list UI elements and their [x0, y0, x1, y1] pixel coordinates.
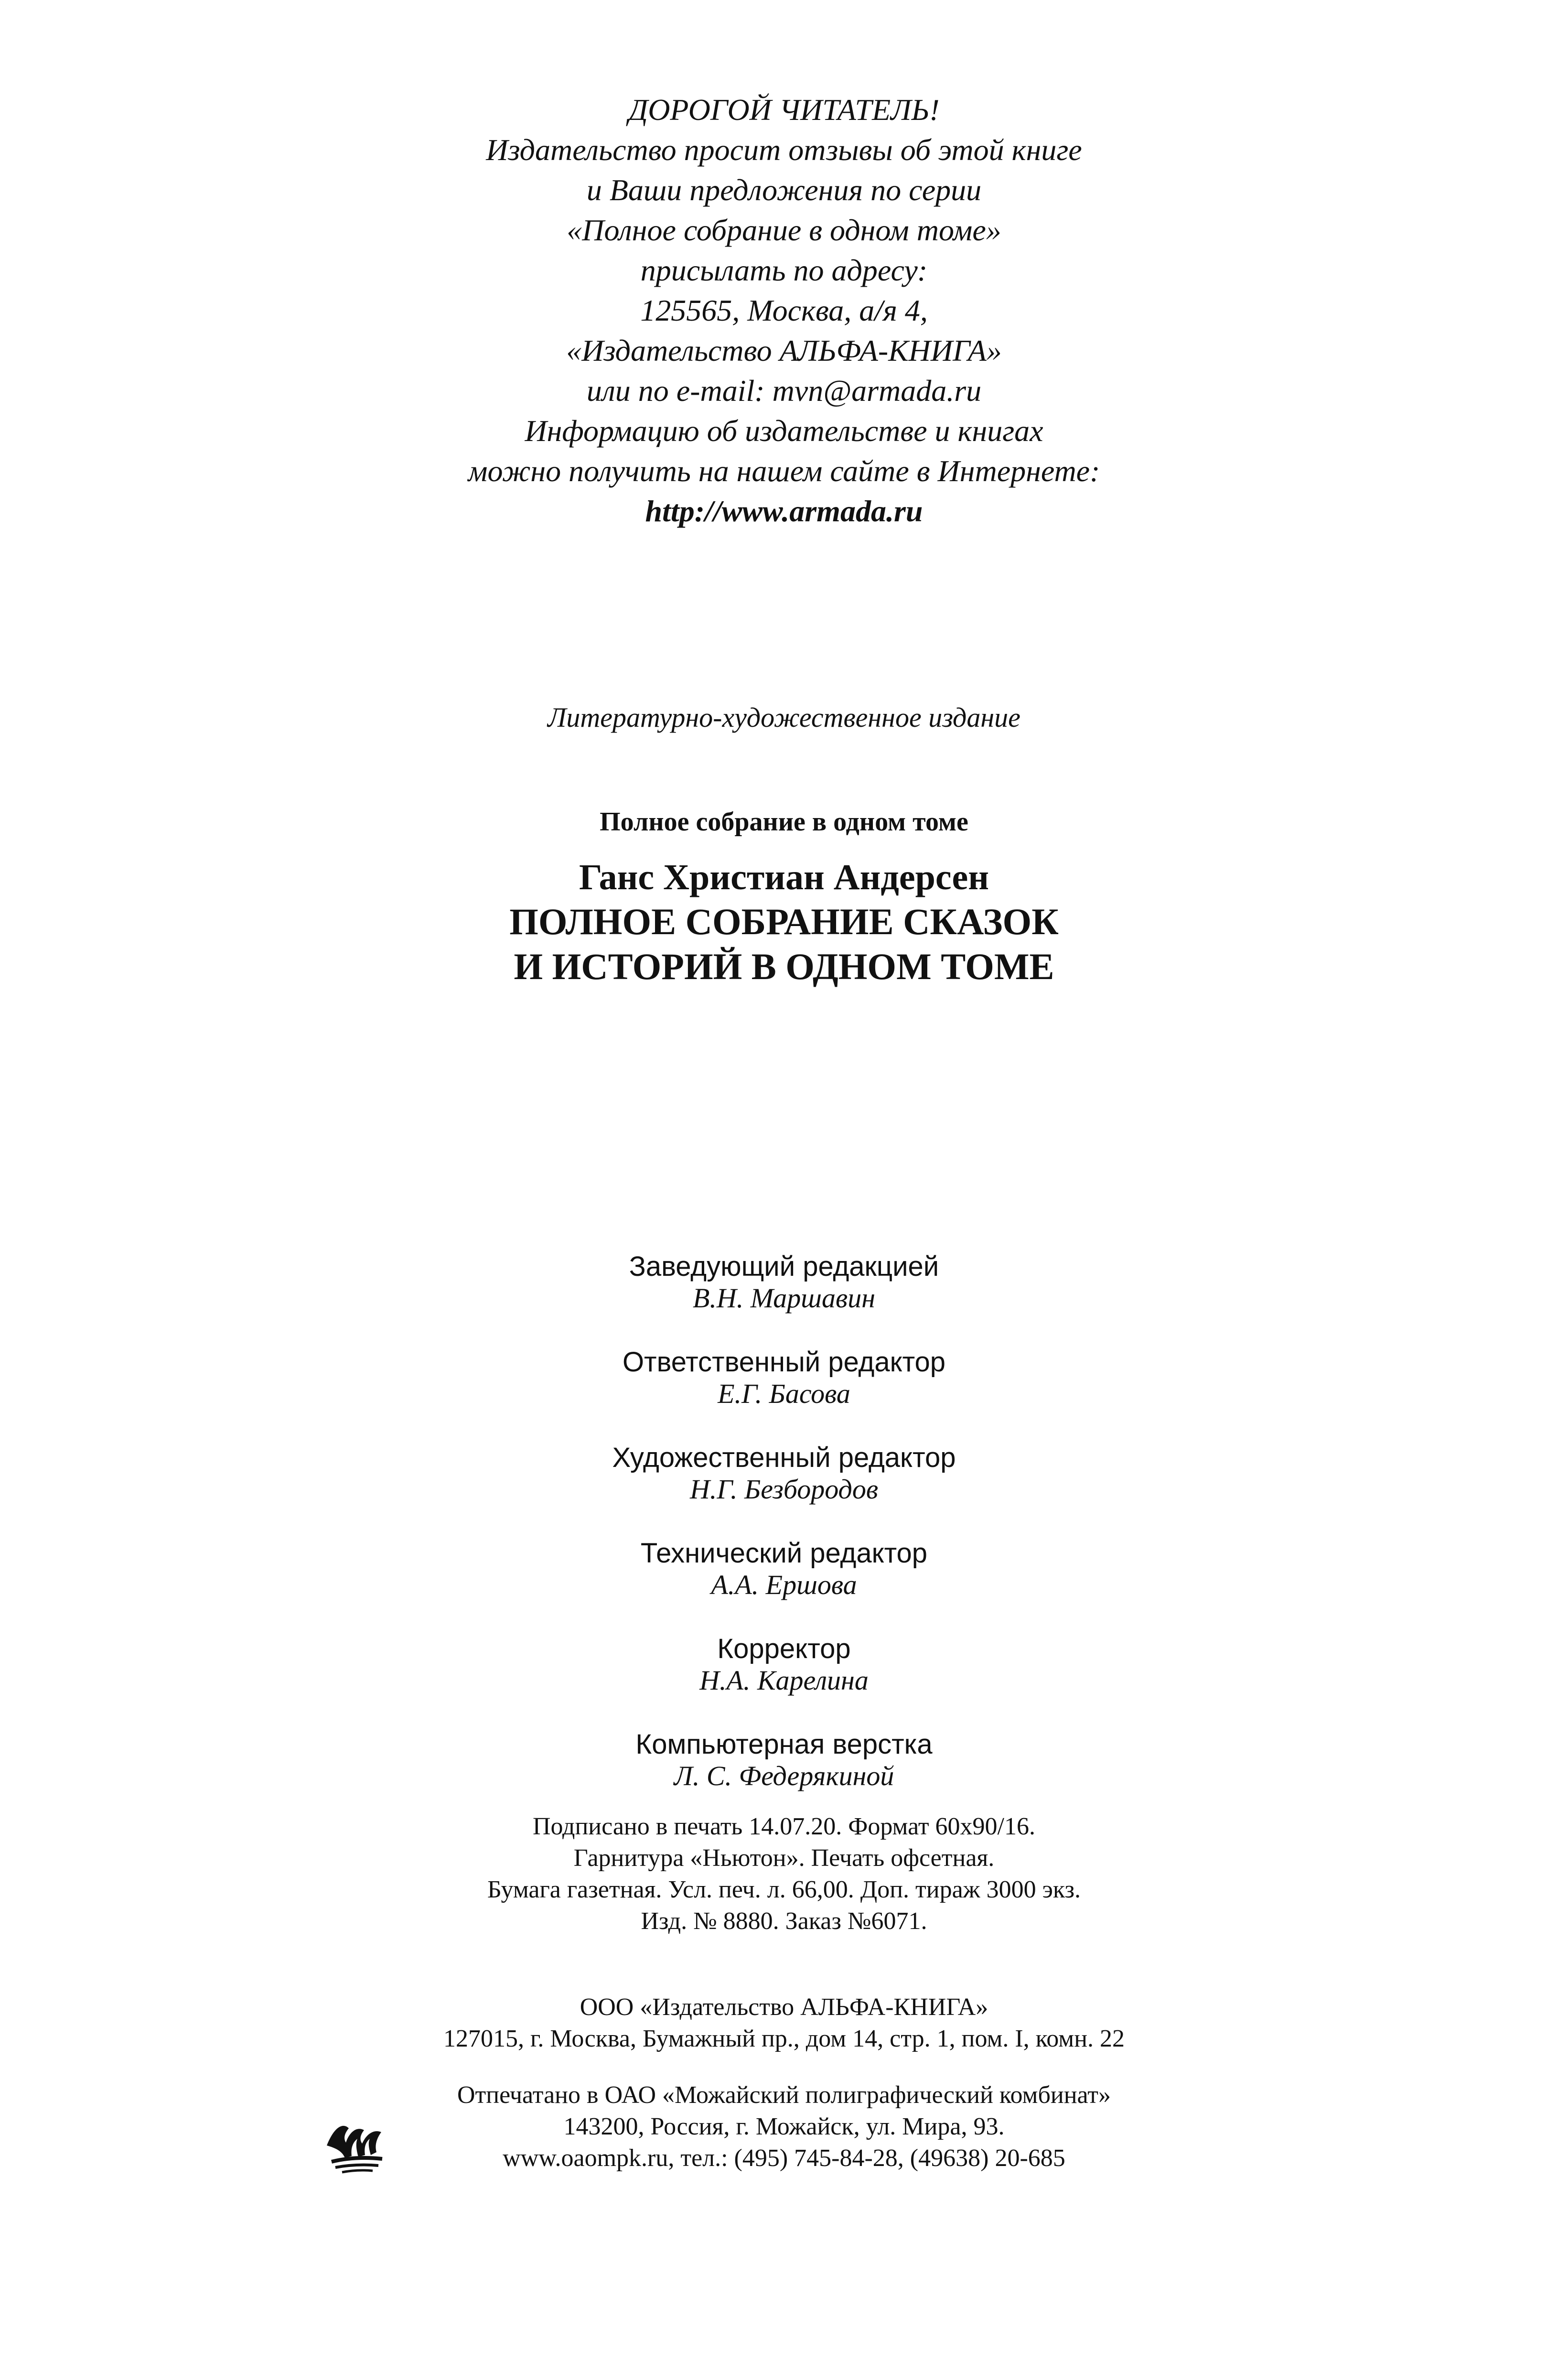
- notice-line: или по e-mail: mvn@armada.ru: [586, 374, 982, 408]
- notice-line: присылать по адресу:: [640, 253, 928, 287]
- book-title-line: И ИСТОРИЙ В ОДНОМ ТОМЕ: [514, 946, 1054, 987]
- notice-line: «Полное собрание в одном томе»: [567, 213, 1001, 247]
- credits-list: [0, 1251, 1568, 1824]
- credit-entry: [0, 1538, 1568, 1601]
- credit-person: Н.Г. Безбородов: [690, 1474, 878, 1505]
- book-title-line: ПОЛНОЕ СОБРАНИЕ СКАЗОК: [509, 901, 1059, 942]
- printer-line: www.oaompk.ru, тел.: (495) 745-84-28, (49638) 20-685: [503, 2145, 1065, 2172]
- imprint-line: Подписано в печать 14.07.20. Формат 60x90/16.: [532, 1813, 1036, 1840]
- book-author: Ганс Христиан Андерсен: [579, 857, 989, 897]
- credit-person: Н.А. Карелина: [699, 1665, 869, 1696]
- print-imprint: [0, 1811, 1568, 1937]
- credit-entry: [0, 1251, 1568, 1314]
- credit-role: Заведующий редакцией: [629, 1251, 939, 1282]
- credit-role: Художественный редактор: [612, 1442, 956, 1473]
- notice-line: и Ваши предложения по серии: [586, 173, 982, 207]
- notice-line: можно получить на нашем сайте в Интернете:: [468, 454, 1100, 488]
- credit-role: Технический редактор: [640, 1538, 928, 1569]
- printer-line: 143200, Россия, г. Можайск, ул. Мира, 93.: [563, 2113, 1005, 2140]
- notice-line: Издательство просит отзывы об этой книге: [486, 133, 1082, 167]
- credit-person: В.Н. Маршавин: [692, 1282, 876, 1314]
- publisher-line: ООО «Издательство АЛЬФА-КНИГА»: [580, 1994, 988, 2021]
- notice-line: ДОРОГОЙ ЧИТАТЕЛЬ!: [628, 93, 940, 127]
- imprint-line: Гарнитура «Ньютон». Печать офсетная.: [573, 1844, 995, 1872]
- credit-person: Е.Г. Басова: [718, 1378, 850, 1409]
- printing-plant-logo-icon: [321, 2112, 393, 2174]
- book-title-block: [0, 855, 1568, 989]
- credit-person: Л. С. Федерякиной: [674, 1760, 894, 1791]
- imprint-line: Бумага газетная. Усл. печ. л. 66,00. Доп. тираж 3000 экз.: [487, 1876, 1081, 1903]
- reader-notice: [0, 90, 1568, 531]
- series-name: Полное собрание в одном томе: [600, 807, 968, 837]
- credit-entry: [0, 1729, 1568, 1792]
- notice-line: 125565, Москва, а/я 4,: [640, 293, 928, 327]
- imprint-line: Изд. № 8880. Заказ №6071.: [641, 1908, 927, 1935]
- publisher-info: [0, 1992, 1568, 2055]
- edition-type: Литературно-художественное издание: [548, 702, 1020, 733]
- notice-line: «Издательство АЛЬФА-КНИГА»: [566, 334, 1002, 367]
- credit-role: Ответственный редактор: [622, 1347, 946, 1378]
- printer-line: Отпечатано в ОАО «Можайский полиграфический комбинат»: [457, 2081, 1111, 2109]
- credit-entry: [0, 1442, 1568, 1505]
- credit-role: Компьютерная верстка: [635, 1729, 933, 1760]
- credit-role: Корректор: [717, 1633, 851, 1664]
- publisher-line: 127015, г. Москва, Бумажный пр., дом 14, стр. 1, пом. I, комн. 22: [443, 2025, 1125, 2052]
- notice-line: Информацию об издательстве и книгах: [525, 414, 1043, 448]
- publisher-website-url: http://www.armada.ru: [645, 494, 923, 528]
- credit-entry: [0, 1633, 1568, 1696]
- printer-info: [0, 2080, 1568, 2174]
- credit-person: А.А. Ершова: [711, 1569, 857, 1600]
- credit-entry: [0, 1347, 1568, 1410]
